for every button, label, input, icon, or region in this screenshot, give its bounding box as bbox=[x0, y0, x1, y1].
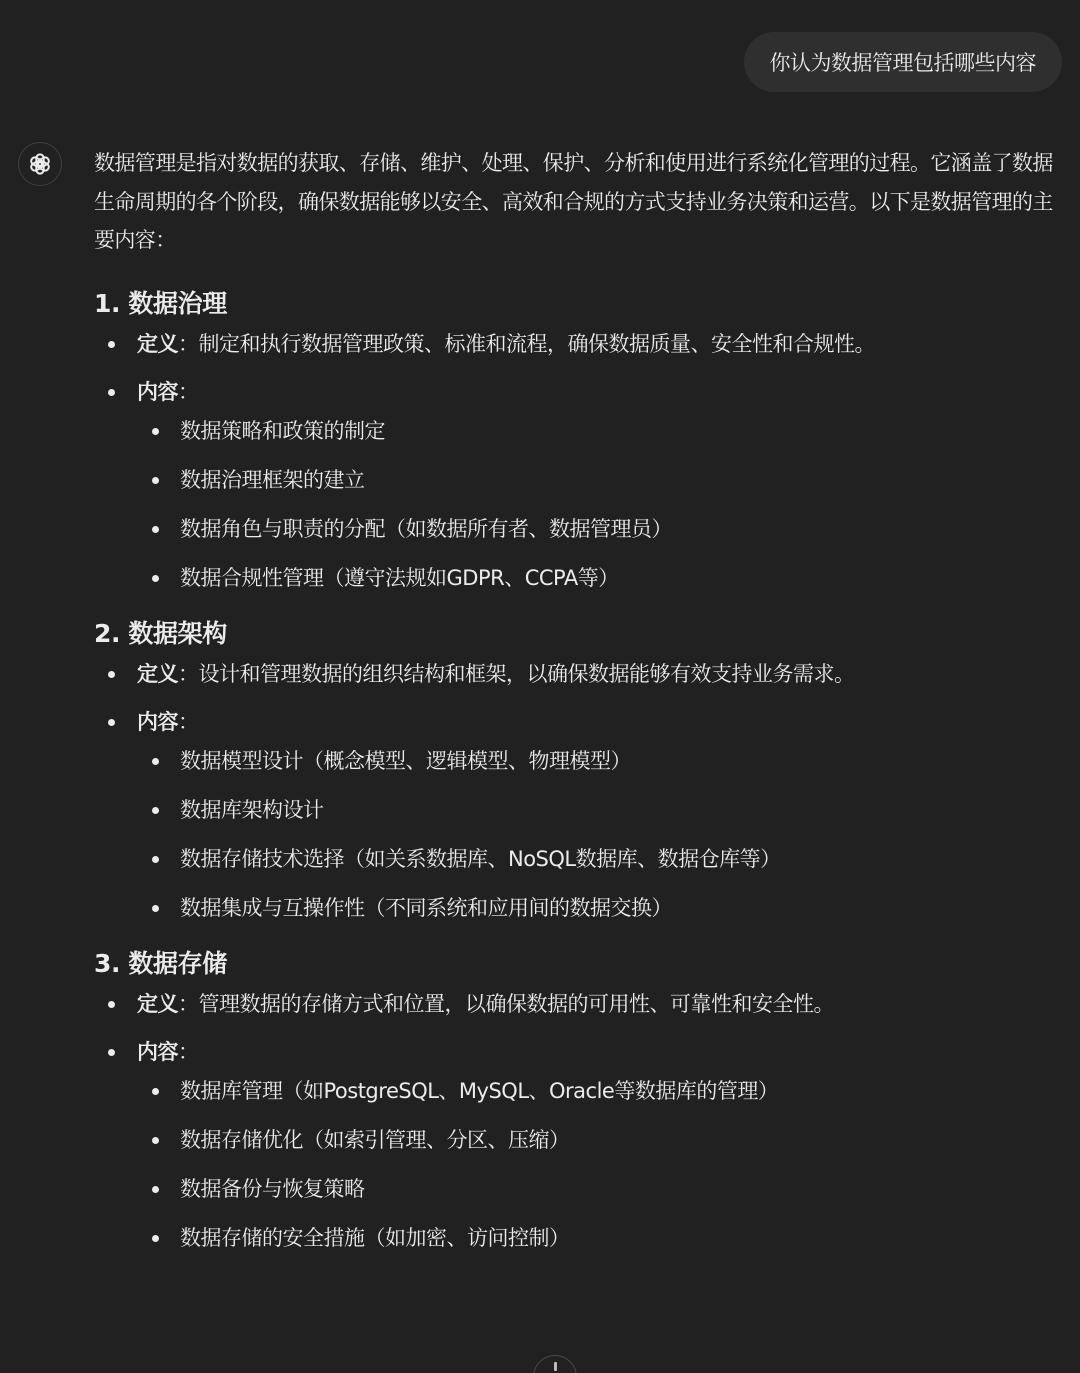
section-list bbox=[94, 989, 1062, 1253]
bullet-icon bbox=[152, 526, 159, 533]
list-item-text: 数据角色与职责的分配（如数据所有者、数据管理员） bbox=[180, 516, 672, 541]
definition-text: ：管理数据的存储方式和位置，以确保数据的可用性、可靠性和安全性。 bbox=[178, 991, 834, 1016]
list-item bbox=[137, 416, 1062, 446]
list-item bbox=[137, 465, 1062, 495]
definition-label: 定义 bbox=[137, 331, 178, 356]
section-list bbox=[94, 329, 1062, 593]
bullet-icon bbox=[152, 428, 159, 435]
content-suffix: ： bbox=[178, 709, 199, 734]
bullet-icon bbox=[108, 389, 115, 396]
list-item bbox=[137, 746, 1062, 776]
list-item-text: 数据模型设计（概念模型、逻辑模型、物理模型） bbox=[180, 748, 631, 773]
definition-item bbox=[94, 989, 1062, 1019]
list-item bbox=[137, 795, 1062, 825]
definition-item bbox=[94, 659, 1062, 689]
bullet-icon bbox=[108, 341, 115, 348]
list-item-text: 数据治理框架的建立 bbox=[180, 467, 365, 492]
content-label: 内容 bbox=[137, 1039, 178, 1064]
bullet-icon bbox=[152, 1137, 159, 1144]
definition-text: ：制定和执行数据管理政策、标准和流程，确保数据质量、安全性和合规性。 bbox=[178, 331, 875, 356]
bullet-icon bbox=[152, 1186, 159, 1193]
content-sublist bbox=[137, 1076, 1062, 1253]
content-label: 内容 bbox=[137, 379, 178, 404]
content-item bbox=[94, 1037, 1062, 1253]
section-title-data-governance: 1. 数据治理 bbox=[94, 288, 227, 318]
definition-item bbox=[94, 329, 1062, 359]
content-label: 内容 bbox=[137, 709, 178, 734]
list-item bbox=[137, 1174, 1062, 1204]
list-item-text: 数据集成与互操作性（不同系统和应用间的数据交换） bbox=[180, 895, 672, 920]
bullet-icon bbox=[152, 905, 159, 912]
list-item-text: 数据备份与恢复策略 bbox=[180, 1176, 365, 1201]
list-item bbox=[137, 1076, 1062, 1106]
bullet-icon bbox=[108, 1001, 115, 1008]
section-list bbox=[94, 659, 1062, 923]
list-item-text: 数据库管理（如PostgreSQL、MySQL、Oracle等数据库的管理） bbox=[180, 1078, 779, 1103]
bullet-icon bbox=[108, 1049, 115, 1056]
list-item bbox=[137, 563, 1062, 593]
bullet-icon bbox=[108, 719, 115, 726]
openai-logo-icon bbox=[27, 151, 53, 177]
content-item bbox=[94, 707, 1062, 923]
definition-label: 定义 bbox=[137, 661, 178, 686]
list-item bbox=[137, 1223, 1062, 1253]
content-suffix: ： bbox=[178, 379, 199, 404]
scroll-to-bottom-button[interactable] bbox=[533, 1355, 577, 1373]
content-sublist bbox=[137, 746, 1062, 923]
intro-paragraph: 数据管理是指对数据的获取、存储、维护、处理、保护、分析和使用进行系统化管理的过程。它涵盖了数据生命周期的各个阶段，确保数据能够以安全、高效和合规的方式支持业务决策和运营。以下是数据管理的主要内容： bbox=[94, 151, 1053, 252]
assistant-message bbox=[94, 144, 1062, 1253]
bullet-icon bbox=[152, 807, 159, 814]
list-item-text: 数据库架构设计 bbox=[180, 797, 324, 822]
list-item-text: 数据存储技术选择（如关系数据库、NoSQL数据库、数据仓库等） bbox=[180, 846, 781, 871]
arrow-down-icon bbox=[554, 1362, 557, 1371]
content-item bbox=[94, 377, 1062, 593]
list-item-text: 数据存储的安全措施（如加密、访问控制） bbox=[180, 1225, 570, 1250]
definition-text: ：设计和管理数据的组织结构和框架，以确保数据能够有效支持业务需求。 bbox=[178, 661, 855, 686]
content-sublist bbox=[137, 416, 1062, 593]
section-title-data-architecture: 2. 数据架构 bbox=[94, 618, 227, 648]
list-item bbox=[137, 893, 1062, 923]
section-title-data-storage: 3. 数据存储 bbox=[94, 948, 227, 978]
list-item-text: 数据合规性管理（遵守法规如GDPR、CCPA等） bbox=[180, 565, 619, 590]
definition-label: 定义 bbox=[137, 991, 178, 1016]
list-item bbox=[137, 844, 1062, 874]
list-item-text: 数据策略和政策的制定 bbox=[180, 418, 385, 443]
bullet-icon bbox=[152, 1235, 159, 1242]
user-message-text: 你认为数据管理包括哪些内容 bbox=[769, 51, 1036, 75]
bullet-icon bbox=[152, 477, 159, 484]
bullet-icon bbox=[152, 575, 159, 582]
user-message-bubble bbox=[744, 32, 1063, 92]
bullet-icon bbox=[108, 671, 115, 678]
list-item bbox=[137, 1125, 1062, 1155]
list-item bbox=[137, 514, 1062, 544]
bullet-icon bbox=[152, 856, 159, 863]
content-suffix: ： bbox=[178, 1039, 199, 1064]
list-item-text: 数据存储优化（如索引管理、分区、压缩） bbox=[180, 1127, 570, 1152]
bullet-icon bbox=[152, 758, 159, 765]
assistant-avatar bbox=[18, 142, 62, 186]
bullet-icon bbox=[152, 1088, 159, 1095]
